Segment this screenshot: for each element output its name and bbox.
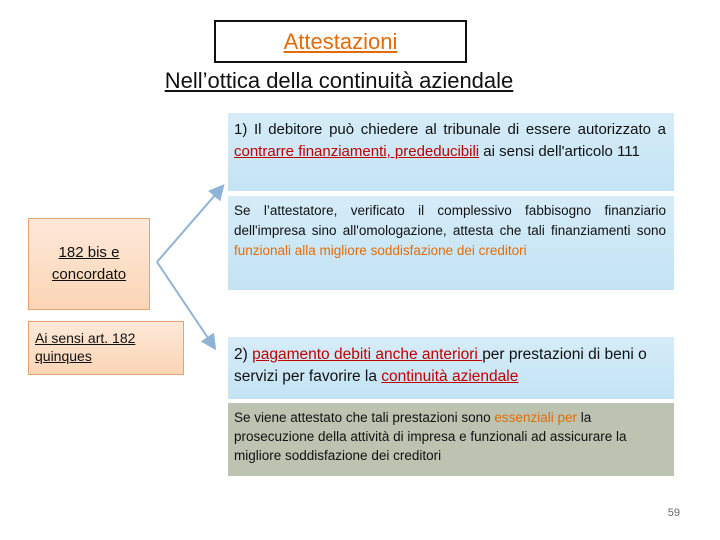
box-182-line2: concordato: [51, 266, 127, 283]
box-condition-2: [228, 403, 674, 476]
page-number: 59: [667, 507, 680, 519]
box-quinques-text: Ai sensi art. 182 quinques: [35, 330, 136, 364]
condition-1-highlight: funzionali alla migliore soddisfazione dei creditori: [234, 243, 527, 258]
condition-2-text-a: Se viene attestato che tali prestazioni sono: [234, 410, 495, 425]
slide-title: Attestazioni: [283, 28, 398, 54]
box-point-2: [228, 337, 674, 399]
box-point-1: [228, 113, 674, 191]
point-2-highlight-1: pagamento debiti anche anteriori: [252, 346, 483, 363]
condition-2-text-b: la prosecuzione della attività di impresa e funzionali ad assicurare la migliore soddisfazione dei creditori: [234, 410, 627, 463]
condition-2-highlight: essenziali per: [494, 410, 577, 425]
point-1-text-a: Il debitore può chiedere al tribunale di essere autorizzato a: [247, 121, 666, 138]
point-1-number: 1): [234, 121, 248, 138]
box-182-bis-concordato: [28, 218, 150, 310]
box-condition-1: [228, 196, 674, 290]
point-1-text-b: ai sensi dell'articolo 111: [479, 143, 640, 160]
condition-1-text: Se l’attestatore, verificato il complessivo fabbisogno finanziario dell'impresa sino all'omologazione, attesta che tali finanziamenti sono: [234, 203, 666, 238]
point-1-highlight: contrarre finanziamenti, prededucibili: [234, 143, 480, 160]
slide-subtitle: Nell’ottica della continuità aziendale: [164, 68, 514, 93]
point-2-text: per prestazioni di beni o servizi per favorire la: [234, 346, 647, 385]
box-182-line1: 182 bis e: [58, 244, 120, 261]
box-182-quinques: [28, 321, 184, 375]
point-2-number: 2): [234, 346, 248, 363]
point-2-highlight-2: continuità aziendale: [381, 368, 519, 385]
title-box: [214, 20, 467, 63]
arrow-up: [157, 187, 222, 262]
